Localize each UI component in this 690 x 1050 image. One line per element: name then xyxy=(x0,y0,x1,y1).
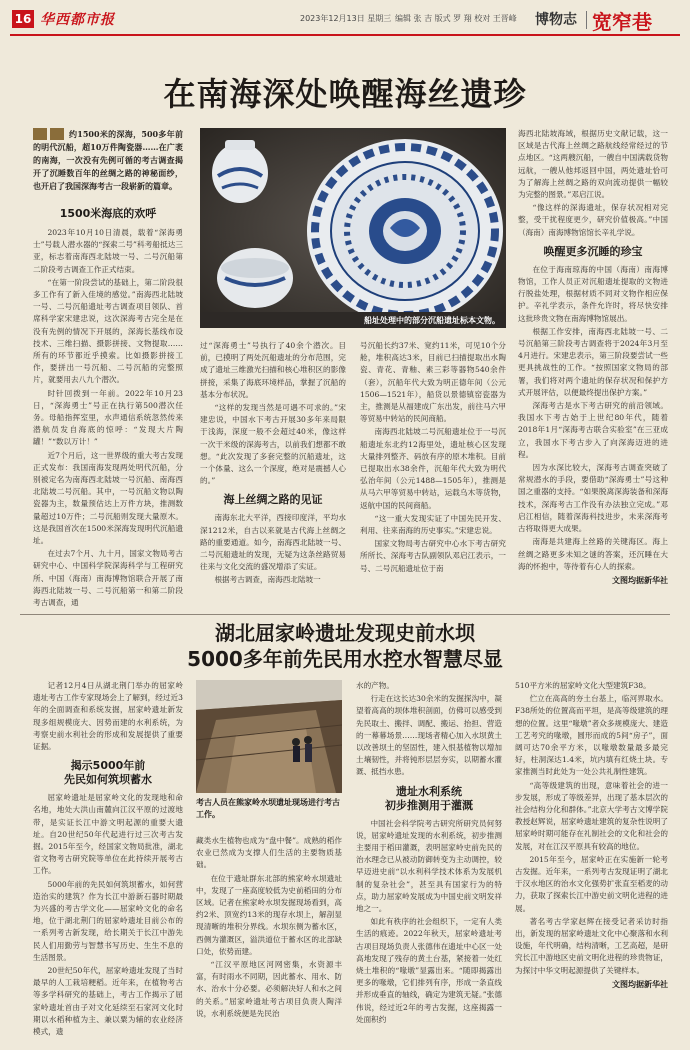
paragraph: 南海是共建海上丝路的关键海区。海上丝绸之路更多未知之谜的答案，还沉睡在大海的怀抱中，等待着有心人的探索。 xyxy=(518,537,668,571)
article2-sub1 xyxy=(33,759,183,787)
paragraph: 时针回拨到一年前。2022年10月23日，“深海勇士”号正在执行第500潜次任务。母船指挥室里，水声通信系统忽然传来潜航员发自海底的惊呼：“发现大片陶罐！”“数以万计！” xyxy=(33,388,183,447)
page-number: 16 xyxy=(12,10,34,28)
section-divider xyxy=(586,11,587,29)
paragraph: 如此有秩序的社会组织下，一定有人类生活的痕迹。2022年秋天，屈家岭遗址考古项目现场负责人张德伟在遗址中心区一处高地发现了残存的黄土台基，紧接着一处红烧土堆积的“喙墩”显露出来。“随即揭露出更多的喙墩，它们排列有序，形成一条直线并形成垂直的轴线，确定为建筑无疑。”张德伟说，经过近2年的考古发掘，这座揭露一处面积约 xyxy=(356,917,502,1024)
paragraph: 因为水深比较大，深海考古调查突破了常规潜水的手段，要借助“深海勇士”号这种国之重器的支持。“如果脱离深海装备和深海技术，深海考古工作没有办法独立完成。”邓启江相信，随着深海科技进步，未来深海考古将取得更大成果。 xyxy=(518,463,668,534)
article2-headline-line2: 5000多年前先民用水控水智慧尽显 xyxy=(187,647,503,671)
paragraph: 行走在这长达30余米的发掘探沟中，凝望着高高的坝体堆积剖面，仿佛可以感受到先民取土、搬拌、调配、搬运、抬担、营造的一幕幕场景……现场者精心加入水坝黄土以改善坝土的坚固性，建入恨基植物以增加土壤韧性，并将钝形层层夯实，以期蓄水灌溉、抵挡水患。 xyxy=(356,694,502,777)
paragraph: 藏类水生植物也成为“盘中餐”。成熟的稻作农业已然成为支撑人们生活的主要物质基础。 xyxy=(196,836,342,870)
article2-sub2-line2: 初步推测用于灌溉 xyxy=(385,798,473,812)
article2-col1 xyxy=(33,680,183,1039)
article2-sub2 xyxy=(356,785,502,813)
header-rule xyxy=(10,34,680,36)
paragraph: 中国社会科学院考古研究所研究员何努说，屈家岭遗址发现的水利系统，初步推测主要用于稻田灌溉，表明屈家岭史前先民的治水理念已从被动防御转变为主动调控，较早迈进史前“以水利科学技术体系为发展机制的复杂社会”，甚至具有国家行为的特点，助力屈家岭发展成为中国史前文明发祥地之一。 xyxy=(356,818,502,914)
paragraph: 根据考古调查，南海西北陆坡一 xyxy=(214,575,321,585)
page-header xyxy=(0,0,690,40)
paragraph: 20世纪50年代，屈家岭遗址发现了当时最早的人工栽培粳稻。近年来，在植物考古等多学科研究的基础上，考古工作揭示了屈家岭遗址首由子对文化延续至石家河文化时期以水稻种植为主、兼以粟为辅的农业经济模式，遗 xyxy=(33,966,183,1037)
paragraph: 著名考古学家赵辉在接受记者采访时指出，新发现的屈家岭遗址文化中心聚落和水利设施，年代明确，结构清晰，工艺高超，是研究长江中游地区史前文明化进程的珍贵物证，为探讨中华文明起源提供了关键样本。 xyxy=(515,916,668,975)
article1-col3 xyxy=(360,340,506,576)
paragraph: “像这样的深海遗址，保存状况相对完整，受干扰程度更少，研究价值极高。”中国（海南）南海博物馆馆长辛礼学说。 xyxy=(518,203,668,237)
paragraph: 深海考古是水下考古研究的前沿领域。我国水下考古始于上世纪80年代，随着2018年1月“深海考古联合实验室”在三亚成立，我国水下考古步入了向深海迈进的进程。 xyxy=(518,401,668,459)
paragraph: 屈家岭遗址是屈家岭文化的发现地和命名地，地处大洪山南麓向江汉平原的过渡地带，是实证长江中游文明起源的重要大遗址。自20世纪50年代起进行过三次考古发掘。2015年至今，经国家文物局批准，湖北省文物考古研究院等单位在此持续开展考古工作。 xyxy=(33,793,183,876)
paragraph: 过“深海勇士”号执行了40余个潜次。目前，已摸明了两处沉船遗址的分布范围，完成了遗址三维激光扫描和核心堆积区的影像拼接，采集了海底环境样品，掌握了沉船的基本分布状况。 xyxy=(200,341,346,399)
paragraph: 海西北陆坡海域，根据历史文献记载，这一区域是古代海上丝绸之路航线经常经过的节点地区。“这两艘沉船，一艘自中国满载货物远航，一艘从他邦返回中国，两处遗址恰可为了解海上丝绸之路的双向流动提供一幅较为完整的图景。”邓启江说。 xyxy=(518,129,668,200)
paragraph: 国家文物局考古研究中心水下考古研究所所长、深海考古队副领队邓启江表示，一号、二号沉船遗址位于南 xyxy=(360,539,506,573)
paragraph: “这一重大发现实证了中国先民开发、利用、往来南海的历史事实。”宋建忠说。 xyxy=(360,513,506,536)
paragraph: 记者12月4日从湖北荆门举办的屈家岭遗址考古工作专家现场会上了解到，经过近3年的全面调查和系统发掘，屈家岭遗址新发现多组规模庞大、因势而建的水利系统，为考察史前水利社会的形成和发展提供了重要证据。 xyxy=(33,681,183,752)
article-divider xyxy=(20,614,670,615)
masthead-logo: 华西都市报 xyxy=(40,12,115,28)
article2-sub1-line1: 揭示5000年前 xyxy=(70,759,146,773)
paragraph: 南海西北陆坡二号沉船遗址位于一号沉船遗址东北约12海里处，遗址核心区发现大量排列整齐、码放有序的原木堆积。目前已提取出水38余件，沉船年代大致为明代弘治年间（公元1488—1505年），推测是从马六甲等贸易中转站，运载乌木等货物，返航中国的民间商船。 xyxy=(360,427,506,510)
column-name: 宽窄巷 xyxy=(592,10,652,34)
article1-sub2: 海上丝绸之路的见证 xyxy=(223,493,323,507)
date-line: 2023年12月13日 星期三 xyxy=(300,14,392,23)
article2-col3 xyxy=(356,680,502,1027)
article1-sub1: 1500米海底的欢呼 xyxy=(59,207,157,220)
paragraph: 根据工作安排，南海西北陆坡一号、二号沉船第三阶段考古调查将于2024年3月至4月进行。宋建忠表示，第三阶段要尝试一些更具挑战性的工作。“按照国家文物局的部署，我们将对两个遗址的保存状况和保护方式开展评估，以便最终提出保护方案。” xyxy=(518,326,668,397)
article2-col2 xyxy=(196,835,342,1021)
paragraph: 在位于遗址群东北部的熊家岭水坝遗址中，发现了一座高度较低为史前稻田的分布区域。记者在熊家岭水坝发掘现场看到，高约2米、顶宽约13米的现存水坝上，解剖显现清晰的堆积分界线。水坝东侧为蓄水区，西侧为灌溉区，溢洪道位于蓄水区的北部缺口处，依势而建。 xyxy=(196,873,342,956)
article1-col2 xyxy=(200,340,346,588)
article2-sub2-line1: 遗址水利系统 xyxy=(396,784,462,798)
staff-line: 编辑 张 吉 版式 罗 翔 校对 王晋峰 xyxy=(395,14,517,23)
article2-sub1-line2: 先民如何筑坝蓄水 xyxy=(64,773,152,787)
paragraph: “在第一阶段尝试的基础上，第二阶段很多工作有了新入佳境的感觉。”南海西北陆坡一号、二号沉船遗址考古调查项目领队、首席科学家宋建忠说，这次深海考古完全是在没有先例的情况下开展的，深海长基线布设技术、三维扫描、摄影拼接、文物提取……所有的环节都近乎摸索。比如摄影拼接工作，要拼出一号沉船、二号沉船的完整照片，就要用去八九个潜次。 xyxy=(33,277,183,385)
article1-sub3: 唤醒更多沉睡的珍宝 xyxy=(543,244,643,258)
article2-col4 xyxy=(515,680,668,991)
paragraph: “高等级建筑的出现，意味着社会的进一步发展，形成了等级差异，出现了基本层次的社会结构分化和群体。”北京大学考古文博学院教授赵辉说，屈家岭遗址建筑的复杂性说明了屈家岭时期可能存在礼制社会的文化和社会的发展，对在江汉平原具有较高的地位。 xyxy=(515,780,668,851)
article2-credit: 文图均据新华社 xyxy=(612,979,668,989)
paragraph: 号沉船长约37米、宽约11米，可见10个分舱，堆积高达3米，目前已扫描提取出水陶瓷、青花、青釉、素三彩等器物540余件（套），沉船年代大致为明正德年间（公元1506—1521年），船货以景德镇窑瓷器为主，推测是从福建成广东出发，前往马六甲等贸易中转站的民间商船。 xyxy=(360,341,506,424)
paragraph: 5000年前的先民如何筑坝蓄水，如何营造治实的建筑？作为长江中游新石器时期最为兴盛的考古学文化——屈家岭文化的命名地，位于湖北荆门的屈家岭遗址目前公布的一系列考古新发现，给长期关于长江中游先民人们用勤劳与智慧书写历史、生生不息的生活图景。 xyxy=(33,879,183,962)
paragraph: 南海东北大平洋，西接印度洋，平均水深1212米，自古以来就是古代海上丝绸之路的重要通道。如今，南海西北陆坡一号、二号沉船遗址的发现，无疑为这条丝路贸易往来与文化交流的盛况增添了实证。 xyxy=(200,513,346,572)
porcelain-photo-caption: 船址处理中的部分沉船遗址标本文物。 xyxy=(364,316,500,325)
article1-col1 xyxy=(33,200,183,610)
paragraph: 伫立在高高的夯土台基上，临河界取水。F38所处的位置高而平坦，是高等级建筑的理想的位置。这里“喙墩”者众多规模庞大、建造工艺考究的喙墩，圆形而成的5间“房子”，面阔可达70余平方米，以喙墩数量最多最完好，柱洞深达1.4米，坑内填有红烧土块。专家推测当时此处为一处公共礼制性建筑。 xyxy=(515,694,668,777)
article1-col4 xyxy=(518,128,668,587)
paragraph: “这样的发现当然是可遇不可求的。”宋建忠说，中国水下考古开展30多年来局限于浅海，深度一般不会超过40米，像这样一次干米级的深海考古，以前我们想都不敢想。“此次发现了多套完整的沉船遗址，这一个体量、这么一个深度，绝对是震撼人心的。” xyxy=(200,403,346,486)
paragraph: 水的产物。 xyxy=(356,681,394,690)
article2-headline-line1: 湖北屈家岭遗址发现史前水坝 xyxy=(215,621,475,645)
paragraph: 2023年10月10日清晨，载着“深海勇士”号载人潜水器的“探索二号”科考船抵达三亚，标志着南海西北陆坡一号、二号沉船第二阶段考古调查工作正式结束。 xyxy=(33,228,183,274)
excavation-photo-caption: 考古人员在熊家岭水坝遗址现场进行考古工作。 xyxy=(196,798,340,819)
paragraph: 510平方米的屈家岭文化大型建筑F38。 xyxy=(515,681,651,690)
article1-lead: 约1500米的深海，500多年前的明代沉船，超10万件陶瓷器……在广袤的南海，一次没有先例可循的考古调查揭开了沉睡数百年的丝绸之路的神秘面纱，也开启了我国深海考古一段崭新的篇章。 xyxy=(33,129,183,191)
section-name: 博物志 xyxy=(535,12,577,28)
paragraph: 2015年至今，屈家岭正在实施新一轮考古发掘。近年来，一系列考古发现证明了湖北于汉水地区的治水文化强势扩张直至稻麦的动力，获取了探索长江中游史前文明化进程的进展。 xyxy=(515,854,668,913)
paragraph: 近7个月后，这一世界级的重大考古发现正式发布：我国南海发现两处明代沉船，分别被定名为南海西北陆坡一号沉船、南海西北陆坡二号沉船。其中，一号沉船文物以陶瓷器为主，数量预估达上万件方块，推测数量超过10万件；二号沉船则发现大量原木。这是我国首次在1500米深海发现明代沉船遗址。 xyxy=(33,450,183,546)
excavation-photo xyxy=(196,680,342,793)
article1-credit: 文图均据新华社 xyxy=(612,575,668,585)
article1-headline: 在南海深处唤醒海丝遗珍 xyxy=(163,75,527,113)
paragraph: 在过去7个月、九十月，国家文物局考古研究中心、中国科学院深海科学与工程研究所、中国（海南）南海博物馆联合开展了南海西北陆坡一号、二号沉船第一和第二阶段考古调查，通 xyxy=(33,549,183,608)
paragraph: 在位于海南琼海的中国（海南）南海博物馆，工作人员正对沉船遗址提取的文物进行脱盐处理，根据材质不同对文物作相应保护。辛礼学表示，条件允许时，将尽快安排这批珍贵文物在南海博物馆展出。 xyxy=(518,264,668,323)
paragraph: “江汉平原地区河网密集，水资源丰富，有时雨水不同期，因此蓄水、用水、防水、治水十分必要。必须解决好人和水之间的关系。”屈家岭遗址考古项目负责人陶洋说，水利系统便是先民治 xyxy=(196,960,342,1018)
porcelain-photo xyxy=(200,128,506,328)
